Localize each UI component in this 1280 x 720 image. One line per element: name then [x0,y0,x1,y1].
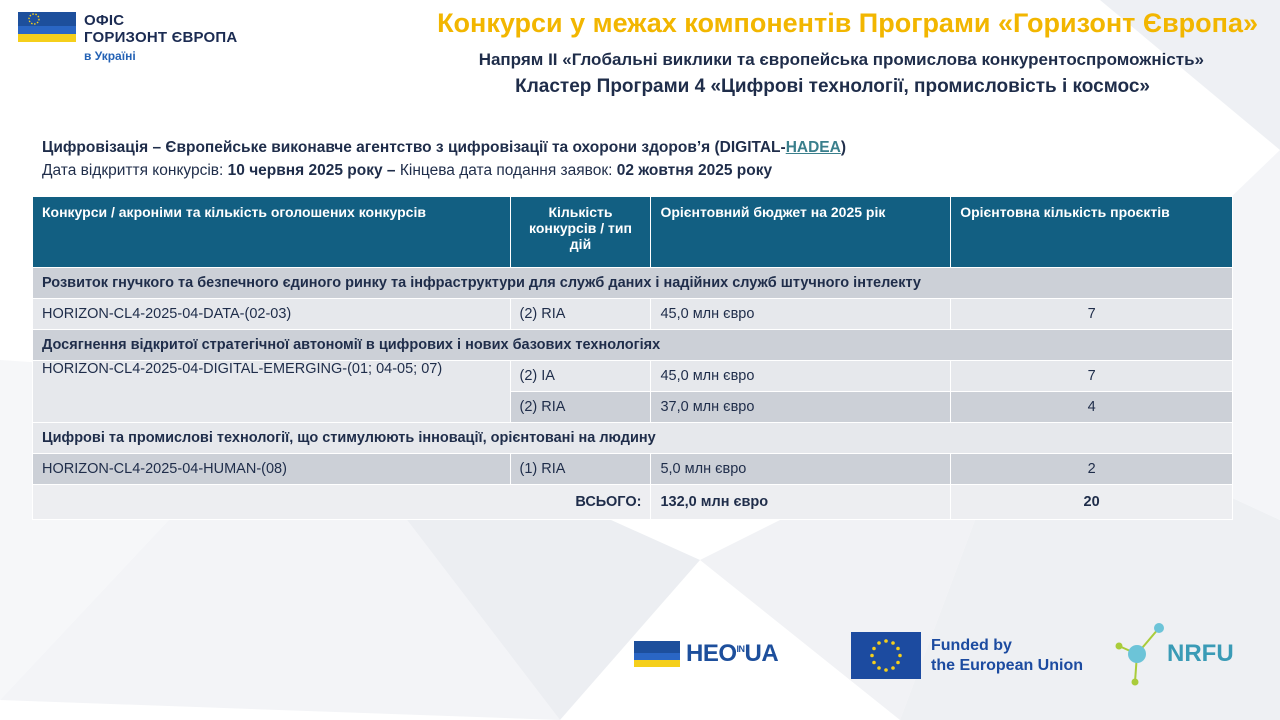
total-label: ВСЬОГО: [33,485,651,520]
calls-table [32,196,1233,520]
molecule-icon [1115,620,1165,688]
call-dates [42,162,772,180]
page-subtitle-direction: Напрям ІІ «Глобальні виклики та європейська промислова конкурентоспроможність» [478,50,1204,69]
total-row [33,485,1233,520]
budget: 37,0 млн євро [651,392,951,423]
budget: 5,0 млн євро [651,454,951,485]
section-title: Досягнення відкритої стратегічної автономії в цифрових і нових базових технологіях [33,330,1233,361]
logo-line-1: ОФІС [84,12,125,29]
section-row [33,268,1233,299]
table-row [33,299,1233,330]
nrfu-logo [1115,620,1234,688]
eu-stars-flag-icon [851,632,921,679]
projects-count: 7 [951,299,1233,330]
header-projects: Орієнтовна кількість проєктів [951,197,1233,268]
section-title: Цифрові та промислові технології, що стимулюють інновації, орієнтовані на людину [33,423,1233,454]
table-header-row [33,197,1233,268]
section-row [33,423,1233,454]
header-budget: Орієнтовний бюджет на 2025 рік [651,197,951,268]
header-calls: Конкурси / акроніми та кількість оголошених конкурсів [33,197,511,268]
open-date-value: 10 червня 2025 року – [227,162,396,179]
deadline-value: 02 жовтня 2025 року [616,162,773,179]
nrfu-text: NRFU [1167,640,1234,667]
action-type: (1) RIA [510,454,651,485]
budget: 45,0 млн євро [651,299,951,330]
open-date-label: Дата відкриття конкурсів: [42,162,228,179]
projects-count: 7 [951,361,1233,392]
page-subtitle-cluster: Кластер Програми 4 «Цифрові технології, промисловість і космос» [515,76,1150,97]
budget: 45,0 млн євро [651,361,951,392]
action-type: (2) IA [510,361,651,392]
header-count-type: Кількість конкурсів / тип дій [510,197,651,268]
table-row [33,454,1233,485]
hadea-link[interactable]: HADEA [785,139,841,156]
logo-line-2: ГОРИЗОНТ ЄВРОПА [84,29,238,46]
section-title: Розвиток гнучкого та безпечного єдиного ринку та інфраструктури для служб даних і надійних служб штучного інтелекту [33,268,1233,299]
heo-in-text: IN [736,644,745,654]
logo-line-3: в Україні [84,49,136,63]
total-projects: 20 [951,485,1233,520]
action-type: (2) RIA [510,299,651,330]
office-horizon-europe-logo [18,12,237,65]
table-row [33,361,1233,392]
eu-flag-icon [18,12,76,26]
agency-suffix: ) [840,139,846,156]
funded-line-2: the European Union [931,656,1083,674]
agency-info [42,139,846,157]
page-title: Конкурси у межах компонентів Програми «Горизонт Європа» [437,8,1258,38]
heo-ua-text: UA [744,640,779,667]
deadline-label: Кінцева дата подання заявок: [395,162,617,179]
section-row [33,330,1233,361]
ukraine-flag-icon [18,26,76,42]
eu-ua-flags-icon [634,641,680,667]
funded-by-eu-logo [851,632,1083,679]
call-id: HORIZON-CL4-2025-04-DIGITAL-EMERGING-(01; 04-05; 07) [33,361,511,423]
heo-in-ua-logo [634,640,778,668]
projects-count: 2 [951,454,1233,485]
projects-count: 4 [951,392,1233,423]
heo-text: HEO [686,640,737,667]
agency-prefix: Цифровізація – Європейське виконавче агентство з цифровізації та охорони здоров’я (DIGITAL- [42,139,786,156]
call-id: HORIZON-CL4-2025-04-HUMAN-(08) [33,454,511,485]
funded-line-1: Funded by [931,636,1012,654]
call-id: HORIZON-CL4-2025-04-DATA-(02-03) [33,299,511,330]
action-type: (2) RIA [510,392,651,423]
total-budget: 132,0 млн євро [651,485,951,520]
